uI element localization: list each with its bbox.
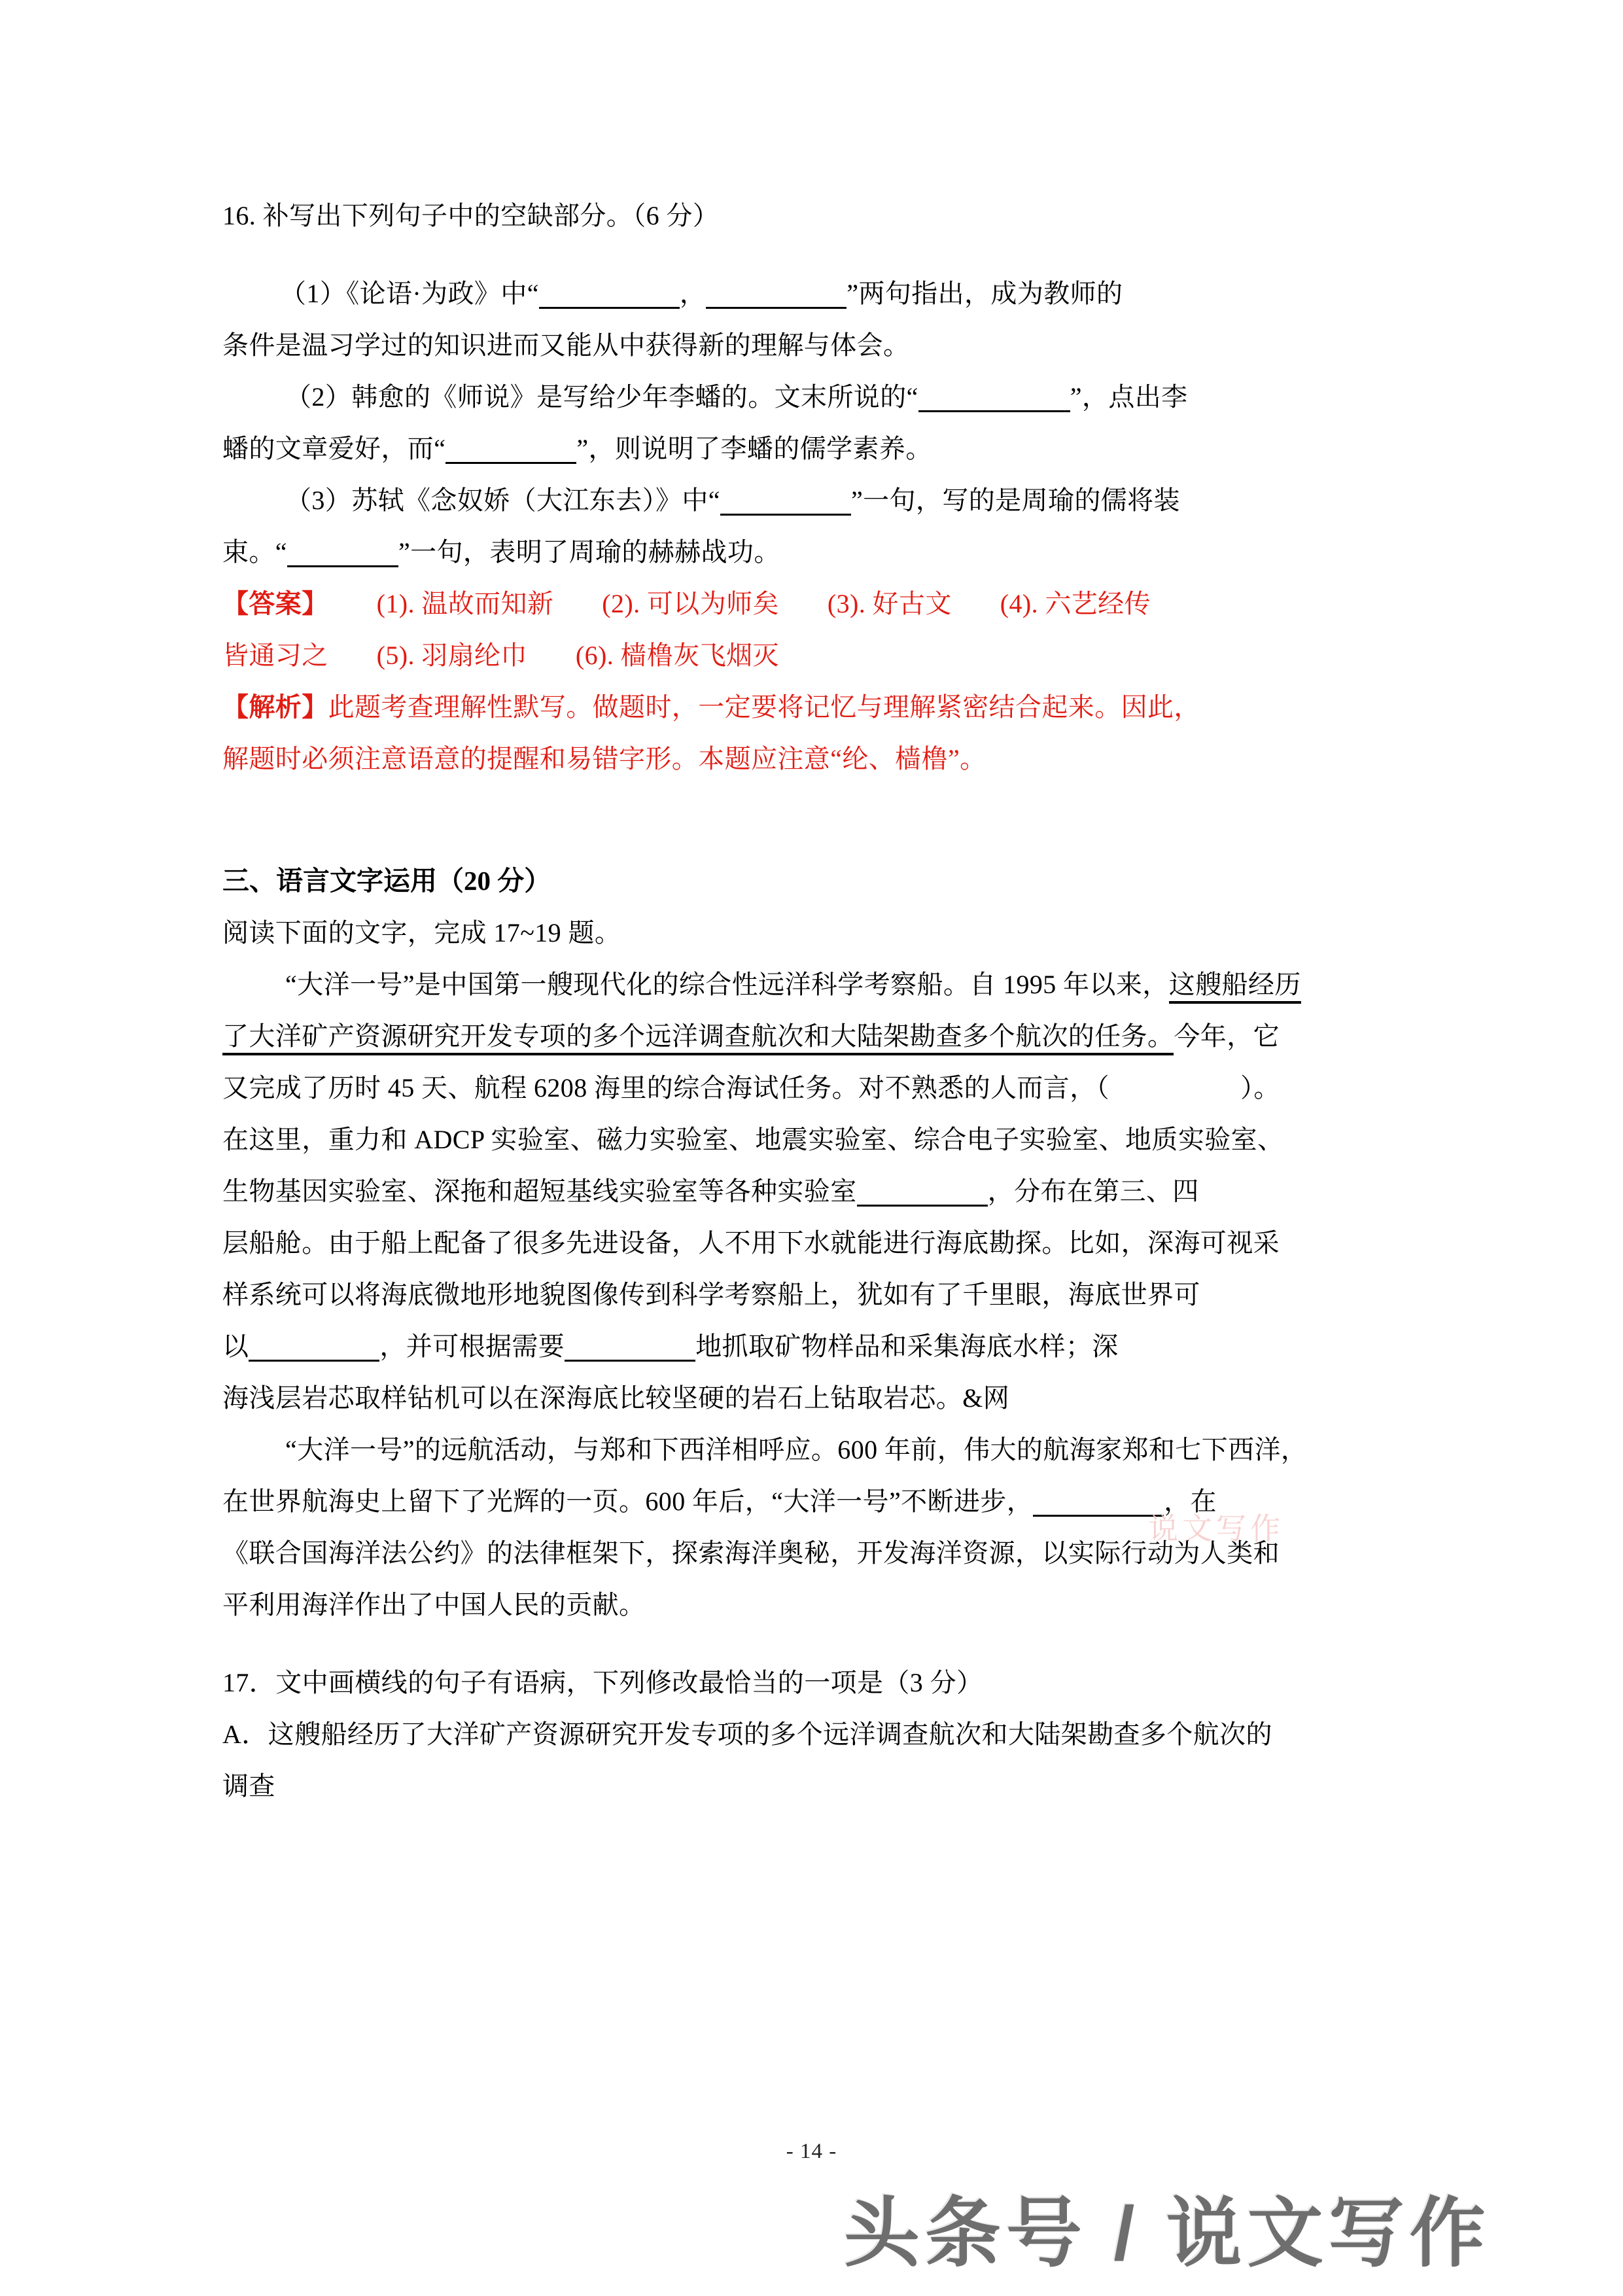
passage-p1-line-8 — [222, 1320, 1400, 1372]
fill-blank[interactable] — [857, 1176, 988, 1207]
passage-p2-line-4: 平利用海洋作出了中国人民的贡献。 — [222, 1590, 646, 1619]
answer-4: (4). 六艺经传 — [1000, 589, 1151, 618]
passage-p2-line-3: 《联合国海洋法公约》的法律框架下，探索海洋奥秘，开发海洋资源，以实际行动为人类和 — [222, 1538, 1280, 1568]
fill-blank[interactable] — [249, 1331, 379, 1362]
section-3-instruction: 阅读下面的文字，完成 17~19 题。 — [222, 918, 621, 947]
fill-blank[interactable] — [287, 537, 398, 567]
passage-text: 以 — [222, 1332, 249, 1361]
passage-p2-line-1: “大洋一号”的远航活动，与郑和下西洋相呼应。600 年前，伟大的航海家郑和七下西洋， — [285, 1435, 1308, 1464]
explanation-text-1: 此题考查理解性默写。做题时，一定要将记忆与理解紧密结合起来。因此， — [328, 692, 1200, 722]
answer-6: (6). 樯橹灰飞烟灭 — [575, 641, 779, 670]
answer-5: (5). 羽扇纶巾 — [376, 641, 527, 670]
item-1-suffix: ”两句指出，成为教师的 — [846, 279, 1123, 308]
passage-text: “大洋一号”是中国第一艘现代化的综合性远洋科学考察船。自 1995 年以来， — [285, 970, 1169, 999]
question-16-stem: 16. 补写出下列句子中的空缺部分。（6 分） — [222, 201, 720, 230]
passage-text: ）。 — [1240, 1073, 1280, 1103]
fill-blank[interactable] — [706, 278, 846, 309]
underlined-text: 了大洋矿产资源研究开发专项的多个远洋调查航次和大陆架勘查多个航次的任务。 — [222, 1021, 1174, 1055]
item-3-prefix: （3）苏轼《念奴娇（大江东去）》中“ — [285, 486, 720, 515]
question-16-item-1-line-2: 条件是温习学过的知识进而又能从中获得新的理解与体会。 — [222, 330, 910, 360]
passage-p1-line-3 — [222, 1062, 1400, 1114]
passage-text: 生物基因实验室、深拖和超短基线实验室等各种实验室 — [222, 1176, 857, 1206]
passage-p1-line-4: 在这里，重力和 ADCP 实验室、磁力实验室、地震实验室、综合电子实验室、地质实验室、 — [222, 1125, 1284, 1154]
passage-p1-line-7: 样系统可以将海底微地形地貌图像传到科学考察船上，犹如有了千里眼，海底世界可 — [222, 1280, 1200, 1309]
passage-text: 又完成了历时 45 天、航程 6208 海里的综合海试任务。对不熟悉的人而言，（ — [222, 1073, 1109, 1103]
page-number: - 14 - — [786, 2140, 837, 2163]
fill-blank[interactable] — [565, 1331, 695, 1362]
item-2-cont-a: 蟠的文章爱好，而“ — [222, 434, 446, 463]
explanation-line-1 — [222, 681, 1400, 733]
explanation-label: 【解析】 — [222, 692, 328, 722]
passage-text: 地抓取矿物样品和采集海底水样；深 — [695, 1332, 1119, 1361]
section-3-heading: 三、语言文字运用（20 分） — [222, 866, 551, 896]
question-17-stem: 17．文中画横线的句子有语病，下列修改最恰当的一项是（3 分） — [222, 1668, 983, 1697]
fill-blank[interactable] — [539, 278, 680, 309]
passage-text: 在世界航海史上留下了光辉的一页。600 年后，“大洋一号”不断进步， — [222, 1487, 1034, 1516]
spacer — [222, 241, 1400, 268]
answer-line-1 — [222, 578, 1400, 629]
faint-watermark: 说文写作 — [1148, 1512, 1284, 1545]
fill-blank[interactable] — [1033, 1486, 1164, 1517]
answer-3: (3). 好古文 — [827, 589, 952, 618]
question-16-item-3-line-2 — [222, 526, 1400, 578]
answer-4-cont: 皆通习之 — [222, 641, 328, 670]
passage-text: ，并可根据需要 — [379, 1332, 565, 1361]
fill-blank[interactable] — [918, 381, 1070, 412]
item-3-suffix: ”一句，写的是周瑜的儒将装 — [850, 486, 1180, 515]
fill-blank[interactable] — [445, 433, 576, 464]
item-3-cont-a: 束。“ — [222, 537, 287, 567]
fill-blank[interactable] — [720, 485, 851, 516]
passage-p1-line-6: 层船舱。由于船上配备了很多先进设备，人不用下水就能进行海底勘探。比如，深海可视采 — [222, 1228, 1280, 1258]
answer-1: (1). 温故而知新 — [376, 589, 554, 618]
page-content — [222, 190, 1400, 1812]
question-16-item-3-line-1 — [222, 474, 1400, 526]
item-1-prefix: （1）《论语·为政》中“ — [280, 279, 539, 308]
passage-text: 今年，它 — [1174, 1021, 1280, 1051]
explanation-line-2: 解题时必须注意语意的提醒和易错字形。本题应注意“纶、樯橹”。 — [222, 744, 986, 773]
passage-p1-line-5 — [222, 1165, 1400, 1217]
question-17-option-a-line-2: 调查 — [222, 1771, 275, 1801]
answer-label: 【答案】 — [222, 589, 328, 618]
item-2-suffix: ”，点出李 — [1070, 382, 1188, 412]
passage-p1-line-9: 海浅层岩芯取样钻机可以在深海底比较坚硬的岩石上钻取岩芯。&网 — [222, 1383, 1010, 1413]
item-3-cont-b: ”一句，表明了周瑜的赫赫战功。 — [398, 537, 780, 567]
footer-watermark: 头条号 / 说文写作 — [844, 2191, 1491, 2276]
passage-p1-line-2 — [222, 1010, 1400, 1062]
answer-line-2 — [222, 629, 1400, 681]
question-16-item-2-line-1 — [222, 371, 1400, 423]
question-16-item-2-line-2 — [222, 423, 1400, 474]
passage-text: ，分布在第三、四 — [987, 1176, 1199, 1206]
question-16-item-1-line-1 — [222, 268, 1400, 319]
item-1-mid: ， — [679, 279, 707, 308]
item-2-cont-b: ”，则说明了李蟠的儒学素养。 — [576, 434, 932, 463]
passage-text: ，在 — [1164, 1487, 1217, 1516]
passage-p1-line-1 — [222, 959, 1400, 1010]
answer-2: (2). 可以为师矣 — [602, 589, 779, 618]
spacer — [222, 785, 1400, 855]
question-17-option-a-line-1[interactable]: A．这艘船经历了大洋矿产资源研究开发专项的多个远洋调查航次和大陆架勘查多个航次的 — [222, 1720, 1272, 1749]
underlined-text: 这艘船经历 — [1169, 970, 1301, 1004]
spacer — [222, 1631, 1400, 1657]
item-2-prefix: （2）韩愈的《师说》是写给少年李蟠的。文末所说的“ — [285, 382, 918, 412]
